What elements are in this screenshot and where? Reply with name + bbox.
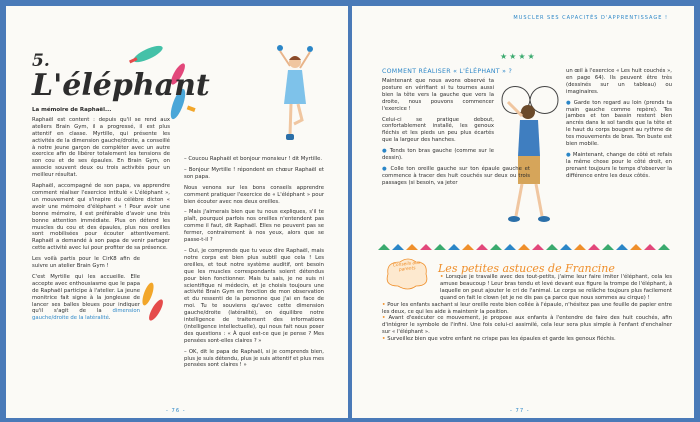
section-subtitle: La mémoire de Raphaël...	[32, 107, 112, 113]
paragraph: C'est Myrtille qui les accueille. Elle accepte avec enthousiasme que le papa de Raphaël participe à l'atelier. La jeune monitrice fait signe à la jongleuse de lancer ses balles bleues pour indiquer qu'il s'agit de la dimension gauche/droite de la latéralité.	[32, 273, 140, 322]
how-to-heading: COMMENT RÉALISER « L'ÉLÉPHANT » ?	[382, 68, 513, 75]
dialogue: – Coucou Raphaël et bonjour monsieur ! dit Myrtille.	[184, 156, 323, 162]
step-bullet-icon: ●	[382, 148, 390, 155]
step: ● Colle ton oreille gauche sur ton épaule gauche et commence à tracer des huit couchés sur deux ou trois passages (si besoin, va jeter	[382, 165, 530, 186]
paragraph: un œil à l'exercice « Les huit couchés », en page 64). Ils peuvent être très (dessinés sur un tableau) ou imaginaires.	[566, 68, 672, 95]
tip-item: • Lorsque je travaille avec des tout-petits, j'aime leur faire imiter l'éléphant, cela les amuse beaucoup ! Leur bras tendu et levé devant eux figure la trompe de l'éléphant, à laquelle on peut ajouter le cri de l'animal. Le corps se relâche toujours plus facilement quand on fait le clown (et je ne dis pas ça parce que nous sommes au cirque) !	[440, 274, 672, 301]
paragraph: Les voilà partis pour le CirK8 afin de suivre un atelier Brain Gym !	[32, 256, 140, 270]
page-number-left: - 76 -	[166, 408, 186, 414]
right-page	[352, 6, 694, 418]
paragraph: Raphaël est content : depuis qu'il se rend aux ateliers Brain Gym, il a progressé, il est plus attentif en classe. Myrtille, qui présente les activités de la dimension gauche/droite, a conseillé à notre jeune garçon de compléter avec un autre exercice afin de libérer totalement les tensions de son cou et de ses épaules. En Brain Gym, on associe souvent deux ou trois activités pour un meilleur résultat.	[32, 116, 170, 179]
step: ● Garde ton regard au loin (prends ta main gauche comme repère). Tes jambes et ton bassin restent bien ancrés dans le sol tandis que la tête et le haut du corps bougent au rythme de tes mouvements de bras. Ton buste est bien mobile.	[566, 99, 673, 148]
running-head: MUSCLER SES CAPACITÉS D'APPRENTISSAGE !	[513, 15, 668, 21]
juggling-clubs-bottom-illustration	[130, 276, 170, 326]
girl-elephant-pose-illustration	[268, 44, 320, 154]
paragraph: Raphaël, accompagné de son papa, va apprendre comment réaliser l'exercice intitulé « L'éléphant », un mouvement qui s'inspire du célèbre dicton « avoir une mémoire d'éléphant » ! Pour avoir une bonne mémoire, il est préférable d'avoir une très bonne attention immédiate. Plus on détend les muscles du cou et des épaules, plus nos oreilles sont mobilisées pour écouter attentivement. Raphaël a demandé à son papa de venir partager cette activité avec lui pour profiter de sa présence.	[32, 183, 170, 252]
chapter-title: L'éléphant	[32, 68, 210, 103]
chapter-heading	[32, 52, 210, 101]
step-bullet-icon: ●	[566, 99, 574, 106]
boy-drawing-infinity-illustration	[494, 76, 566, 226]
paragraph: Maintenant que nous avons observé ta posture en vérifiant si tu tournes aussi bien la tête vers la gauche que vers la droite, nous pouvons commencer l'exercice !	[382, 78, 494, 112]
dialogue: – OK, dit le papa de Raphaël, si je comprends bien, plus je suis détendu, plus je suis attentif et plus mes pensées sont claires ! »	[184, 348, 324, 369]
dialogue: Nous venons sur les bons conseils apprendre comment pratiquer l'exercice de « L'éléphant » pour bien écouter avec nos deux oreilles.	[184, 184, 324, 205]
step: ● Maintenant, change de côté et refais la même chose pour le côté droit, en prenant toujours le temps d'observer la différence entre les deux côtés.	[566, 151, 672, 179]
left-column-2	[184, 156, 324, 373]
dialogue: – Bonjour Myrtille ! répondent en chœur Raphaël et son papa.	[184, 166, 324, 180]
step-bullet-icon: ●	[566, 151, 573, 158]
dialogue: – Oui, je comprends que tu veux dire Raphaël, mais notre corps est bien plus subtil que cela ! Les oreilles, et tout notre système auditif, ont besoin que les muscles correspondants soient détendus pour bien fonctionner. Mais tu sais, je ne suis ni scientifique ni médecin, et je choisis toujours une activité Brain Gym en fonction de mon observation et du ressenti de la personne que j'ai en face de moi. Tu te souviens qu'avec cette dimension gauche/droite (latéralité), on équilibre notre intelligence de traitement des informations (intelligence intellectuelle), qui nous fait nous poser des questions : « À quoi est-ce que je pense ? Mes pensées sont-elles claires ? »	[184, 247, 324, 344]
triangle-divider-decoration	[378, 244, 678, 250]
step: ● Tends ton bras gauche (comme sur le dessin).	[382, 148, 495, 162]
paragraph: Celui-ci se pratique debout, confortablement installé, les genoux fléchis et les pieds un peu plus écartés que la largeur des hanches.	[382, 116, 494, 144]
dialogue: – Mais j'aimerais bien que tu nous expliques, s'il te plaît, pourquoi parfois nos oreilles n'entendent pas comme il faut, dit Raphaël. Elles ne peuvent pas se fermer, contrairement à nos yeux, alors que se passe-t-il ?	[184, 209, 324, 244]
page-number-right: - 77 -	[510, 408, 530, 414]
step-bullet-icon: ●	[382, 165, 391, 172]
right-column-1	[382, 78, 530, 191]
tip-item: • Surveillez bien que votre enfant ne crispe pas les épaules et garde les genoux fléchis.	[382, 336, 616, 343]
tips-list	[382, 274, 672, 343]
dimension-link[interactable]: dimension gauche/droite de la latéralité	[32, 308, 140, 322]
left-page	[6, 6, 348, 418]
right-column-2	[566, 68, 672, 184]
tip-item: • Pour les enfants sachant si leur oreille reste bien collée à l'épaule, n'hésitez pas une feuille de papier entre les deux, ce qui les aide à maintenir la position.	[382, 301, 672, 315]
tips-title: Les petites astuces de Francine	[438, 262, 615, 275]
chapter-number: 5.	[32, 51, 50, 71]
tip-item: • Avant d'exécuter ce mouvement, je propose aux enfants à l'entendre de faire des huit couchés, afin d'intégrer le symbole de l'infini. Une fois celui-ci assimilé, cela leur sera plus simple à l'enfant d'enchaîner sur « l'éléphant ».	[382, 315, 673, 336]
stars-decoration: ★★★★	[500, 52, 537, 61]
advice-badge-label: Conseils aux parents	[392, 260, 421, 273]
